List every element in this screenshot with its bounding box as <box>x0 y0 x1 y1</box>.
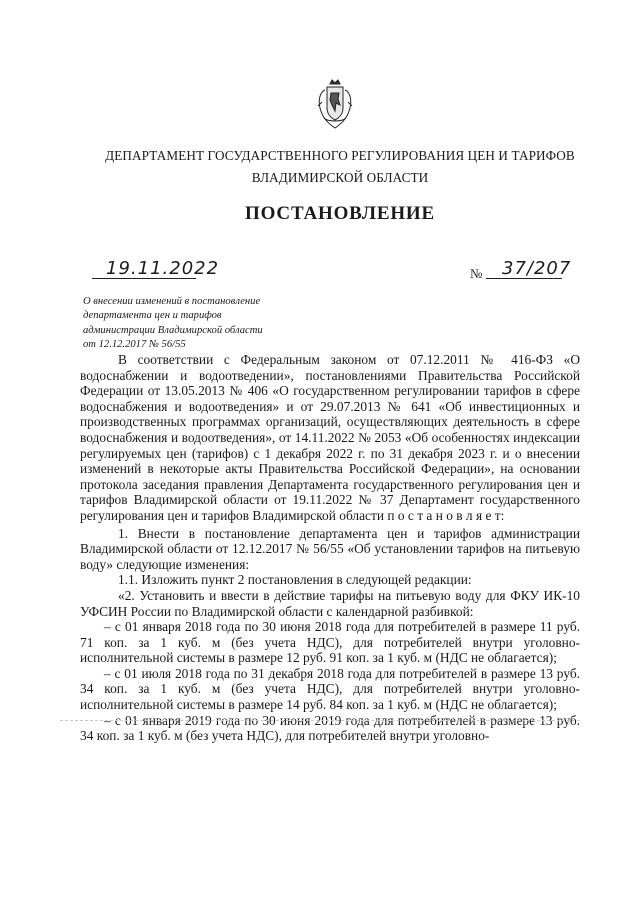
document-date: 19.11.2022 <box>106 258 220 279</box>
coat-of-arms-emblem-icon <box>316 78 354 130</box>
document-body <box>80 352 580 744</box>
subject-line: от 12.12.2017 № 56/55 <box>83 339 186 351</box>
subject-line: департамента цен и тарифов <box>83 310 222 322</box>
department-name-line2: ВЛАДИМИРСКОЙ ОБЛАСТИ <box>251 170 429 185</box>
item-1-paragraph: 1. Внести в постановление департамента цен и тарифов администрации Владимирской области от 12.12.2017 № 56/55 «Об установлении тарифов на питьевую воду» следующие изменения: <box>80 525 580 572</box>
number-underline <box>486 278 562 279</box>
tariff-period-paragraph: – с 01 января 2019 года по 30 июня 2019 года для потребителей в размере 13 руб. 34 коп. за 1 куб. м (без учета НДС), для потребителей внутри уголовно- <box>80 712 580 744</box>
date-underline <box>92 278 196 279</box>
document-subject <box>83 295 313 353</box>
tariff-period-paragraph: – с 01 января 2018 года по 30 июня 2018 года для потребителей в размере 11 руб. 71 коп. за 1 куб. м (без учета НДС), для потребителей внутри уголовно-исполнительной системы в размере 12 руб. 91 коп. за 1 куб. м (НДС не облагается); <box>80 619 580 666</box>
document-type-title: ПОСТАНОВЛЕНИЕ <box>245 203 435 224</box>
subject-line: администрации Владимирской области <box>83 324 263 336</box>
tariff-period-paragraph: – с 01 июля 2018 года по 31 декабря 2018 года для потребителей в размере 13 руб. 34 коп. за 1 куб. м (без учета НДС), для потребителей внутри уголовно-исполнительной системы в размере 14 руб. 84 коп. за 1 куб. м (НДС не облагается); <box>80 665 580 713</box>
subject-line: О внесении изменений в постановление <box>83 296 261 307</box>
number-sign: № <box>470 266 483 281</box>
preamble-paragraph: В соответствии с Федеральным законом от 07.12.2011 № 416-ФЗ «О водоснабжении и водоотведении», постановлениями Правительства Российской Федерации от 13.05.2013 № 406 «О государственном регулировании тарифов в сфере водоснабжения и водоотведения» и от 29.07.2013 № 641 «Об инвестиционных и производственных программах организаций, осуществляющих деятельность в сфере водоснабжения и водоотведения», от 14.11.2022 № 2053 «Об особенностях индексации регулируемых цен (тарифов) с 1 декабря 2022 г. по 31 декабря 2023 г. и о внесении изменений в некоторые акты Правительства Российской Федерации», на основании протокола заседания правления Департамента государственного регулирования цен и тарифов Владимирской области от 19.11.2022 № 37 Департамент государственного регулирования цен и тарифов Владимирской области п о с т а н о в л я е т: <box>80 352 580 523</box>
item-1-1-paragraph: 1.1. Изложить пункт 2 постановления в следующей редакции: <box>118 572 472 588</box>
document-number: 37/207 <box>502 258 572 279</box>
department-name-line1: ДЕПАРТАМЕНТ ГОСУДАРСТВЕННОГО РЕГУЛИРОВАНИЯ ЦЕН И ТАРИФОВ <box>105 148 575 163</box>
item-2-paragraph: «2. Установить и ввести в действие тарифы на питьевую воду для ФКУ ИК-10 УФСИН России по Владимирской области с календарной разбивкой: <box>80 587 580 619</box>
scan-fold-line <box>60 720 580 721</box>
